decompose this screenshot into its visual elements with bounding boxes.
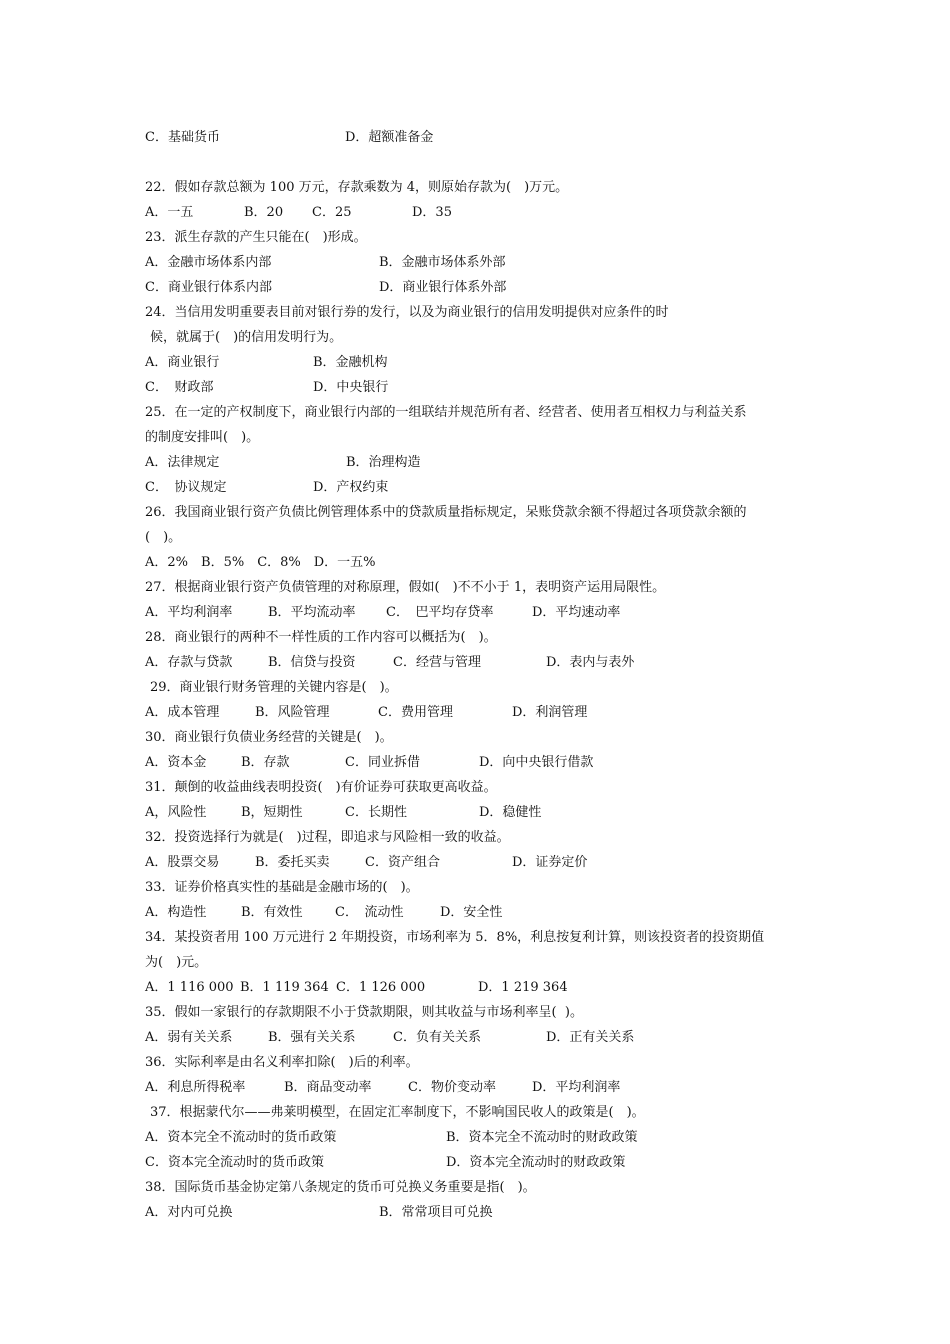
text-segment: C．经营与管理 (393, 655, 481, 670)
text-segment: B．治理构造 (346, 455, 421, 470)
text-line (0, 178, 950, 198)
text-line (0, 678, 950, 698)
text-line (0, 1153, 950, 1173)
text-segment: A．1 116 000 (145, 980, 234, 995)
text-segment: A．资本金 (145, 755, 207, 770)
text-segment: C．25 (312, 205, 352, 220)
text-segment: D．稳健性 (479, 805, 542, 820)
text-line (0, 828, 950, 848)
text-segment: 26．我国商业银行资产负债比例管理体系中的贷款质量指标规定，呆账贷款余额不得超过各项贷款余额的 (145, 505, 747, 520)
text-segment: 34．某投资者用 100 万元进行 2 年期投资，市场利率为 5．8%，利息按复利计算，则该投资者的投资期值 (145, 930, 765, 945)
text-segment: 37．根据蒙代尔——弗莱明模型，在固定汇率制度下，不影响国民收人的政策是( )。 (150, 1105, 645, 1120)
text-segment: 24．当信用发明重要表目前对银行券的发行，以及为商业银行的信用发明提供对应条件的时 (145, 305, 669, 320)
text-segment: A．2% B．5% C．8% D．一五% (145, 555, 376, 570)
text-line (0, 528, 950, 548)
text-segment: ( )。 (145, 530, 182, 545)
text-line (0, 1128, 950, 1148)
text-segment: D．超额准备金 (345, 130, 434, 145)
text-segment: 35．假如一家银行的存款期限不小于贷款期限，则其收益与市场利率呈( )。 (145, 1005, 583, 1020)
text-line (0, 378, 950, 398)
text-segment: A．对内可兑换 (145, 1205, 233, 1220)
text-segment: B．金融市场体系外部 (379, 255, 506, 270)
text-segment: 30．商业银行负债业务经营的关键是( )。 (145, 730, 393, 745)
text-line (0, 353, 950, 373)
text-segment: 23．派生存款的产生只能在( )形成。 (145, 230, 367, 245)
text-segment: C．资产组合 (365, 855, 440, 870)
text-segment: A．平均利润率 (145, 605, 233, 620)
text-segment: C．物价变动率 (408, 1080, 496, 1095)
text-segment: A．一五 (145, 205, 194, 220)
text-line (0, 453, 950, 473)
text-segment: 33．证券价格真实性的基础是金融市场的( )。 (145, 880, 419, 895)
text-line (0, 728, 950, 748)
text-line (0, 1078, 950, 1098)
text-segment: 32．投资选择行为就是( )过程，即追求与风险相一致的收益。 (145, 830, 510, 845)
text-segment: C． 巴平均存贷率 (386, 605, 494, 620)
text-segment: D．平均速动率 (532, 605, 621, 620)
text-segment: C． 财政部 (145, 380, 214, 395)
text-line (0, 578, 950, 598)
text-line (0, 478, 950, 498)
text-segment: A．成本管理 (145, 705, 220, 720)
text-line (0, 1003, 950, 1023)
text-line (0, 128, 950, 148)
text-segment: D．向中央银行借款 (479, 755, 594, 770)
text-segment: D．35 (412, 205, 452, 220)
text-segment: B．商品变动率 (284, 1080, 372, 1095)
text-segment: C．负有关关系 (393, 1030, 481, 1045)
text-segment: B．有效性 (241, 905, 303, 920)
text-line (0, 928, 950, 948)
text-line (0, 628, 950, 648)
text-segment: 36．实际利率是由名义利率扣除( )后的利率。 (145, 1055, 419, 1070)
text-segment: B．委托买卖 (255, 855, 330, 870)
text-segment: 27．根据商业银行资产负债管理的对称原理，假如( )不不小于 1，表明资产运用局限性。 (145, 580, 666, 595)
text-line (0, 1103, 950, 1123)
text-segment: B．金融机构 (313, 355, 388, 370)
text-segment: C． 流动性 (335, 905, 404, 920)
text-segment: D．证券定价 (512, 855, 588, 870)
text-line (0, 903, 950, 923)
text-segment: A．资本完全不流动时的货币政策 (145, 1130, 337, 1145)
text-line (0, 978, 950, 998)
text-segment: 为( )元。 (145, 955, 208, 970)
text-segment: B．存款 (241, 755, 290, 770)
text-segment: D．利润管理 (512, 705, 588, 720)
text-segment: D．表内与表外 (546, 655, 635, 670)
text-segment: 29．商业银行财务管理的关键内容是( )。 (150, 680, 398, 695)
text-segment: A，风险性 (145, 805, 207, 820)
text-line (0, 203, 950, 223)
text-line (0, 303, 950, 323)
text-segment: B．资本完全不流动时的财政政策 (446, 1130, 638, 1145)
text-segment: A．构造性 (145, 905, 207, 920)
text-segment: D．平均利润率 (532, 1080, 621, 1095)
text-segment: A．金融市场体系内部 (145, 255, 272, 270)
text-segment: B．常常项目可兑换 (379, 1205, 493, 1220)
text-segment: D．商业银行体系外部 (379, 280, 507, 295)
text-line (0, 278, 950, 298)
text-line (0, 228, 950, 248)
text-line (0, 1203, 950, 1223)
text-segment: B，短期性 (241, 805, 303, 820)
text-line (0, 878, 950, 898)
text-segment: B．信贷与投资 (268, 655, 356, 670)
text-segment: C．费用管理 (378, 705, 453, 720)
text-segment: A．股票交易 (145, 855, 220, 870)
text-segment: C．基础货币 (145, 130, 220, 145)
text-segment: 25．在一定的产权制度下，商业银行内部的一组联结并规范所有者、经营者、使用者互相权力与利益关系 (145, 405, 747, 420)
text-segment: A．存款与贷款 (145, 655, 233, 670)
text-segment: A．商业银行 (145, 355, 220, 370)
text-line (0, 253, 950, 273)
text-segment: A．利息所得税率 (145, 1080, 246, 1095)
text-segment: D．资本完全流动时的财政政策 (446, 1155, 626, 1170)
text-segment: 28．商业银行的两种不一样性质的工作内容可以概括为( )。 (145, 630, 497, 645)
text-line (0, 553, 950, 573)
text-segment: 候，就属于( )的信用发明行为。 (150, 330, 343, 345)
text-line (0, 853, 950, 873)
text-segment: C． 协议规定 (145, 480, 227, 495)
text-segment: 的制度安排叫( )。 (145, 430, 260, 445)
text-line (0, 1053, 950, 1073)
text-segment: 22．假如存款总额为 100 万元，存款乘数为 4，则原始存款为( )万元。 (145, 180, 569, 195)
text-segment: A．法律规定 (145, 455, 220, 470)
text-segment: D．中央银行 (313, 380, 389, 395)
text-line (0, 953, 950, 973)
text-line (0, 703, 950, 723)
text-segment: B．强有关关系 (268, 1030, 356, 1045)
text-segment: D．安全性 (440, 905, 503, 920)
text-line (0, 1178, 950, 1198)
text-segment: C．资本完全流动时的货币政策 (145, 1155, 324, 1170)
text-segment: B．风险管理 (255, 705, 330, 720)
text-segment: C．同业拆借 (345, 755, 420, 770)
text-segment: D．产权约束 (313, 480, 389, 495)
text-segment: C．商业银行体系内部 (145, 280, 272, 295)
text-segment: B．1 119 364 (240, 980, 329, 995)
text-segment: D．1 219 364 (478, 980, 568, 995)
text-line (0, 778, 950, 798)
text-segment: B．平均流动率 (268, 605, 356, 620)
text-line (0, 753, 950, 773)
text-segment: 38．国际货币基金协定第八条规定的货币可兑换义务重要是指( )。 (145, 1180, 536, 1195)
text-segment: D．正有关关系 (546, 1030, 635, 1045)
text-line (0, 1028, 950, 1048)
text-line (0, 603, 950, 623)
text-line (0, 328, 950, 348)
text-segment: B．20 (244, 205, 284, 220)
text-segment: 31．颠倒的收益曲线表明投资( )有价证券可获取更高收益。 (145, 780, 497, 795)
text-line (0, 403, 950, 423)
text-line (0, 653, 950, 673)
text-line (0, 503, 950, 523)
text-segment: A．弱有关关系 (145, 1030, 233, 1045)
text-segment: C．长期性 (345, 805, 407, 820)
text-line (0, 428, 950, 448)
text-segment: C．1 126 000 (336, 980, 426, 995)
text-line (0, 803, 950, 823)
